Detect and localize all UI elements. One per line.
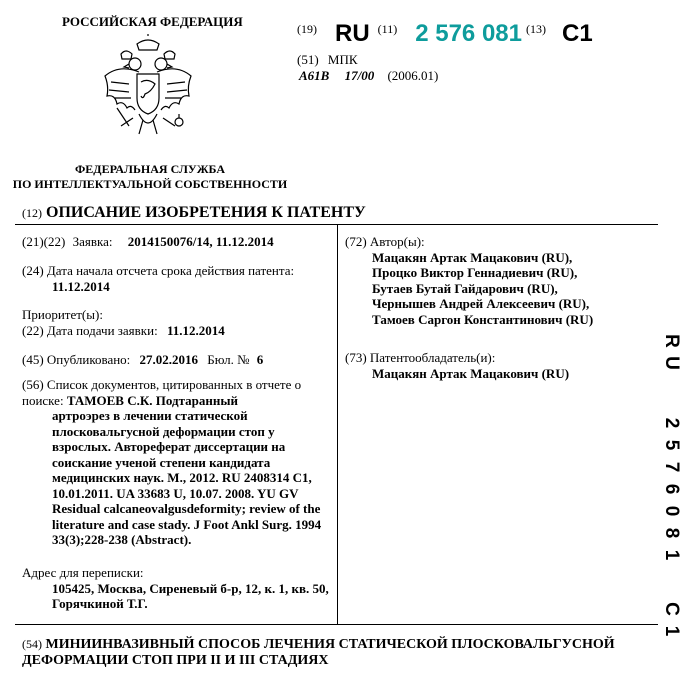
address-line: Горячкиной Т.Г. xyxy=(52,596,148,611)
citation-line: плосковальгусной деформации стоп у xyxy=(52,423,275,439)
citation-line: literature and case stady. J Foot Ankl Surg. 1994 xyxy=(52,516,322,532)
authors-label: Автор(ы): xyxy=(369,234,425,249)
ipc-group: 17/00 xyxy=(344,68,375,83)
code-51: (51) xyxy=(297,52,319,67)
code-45: (45) xyxy=(22,352,44,367)
code-56: (56) xyxy=(22,377,44,392)
side-code-char: 2 xyxy=(661,417,682,429)
code-24: (24) xyxy=(22,263,44,278)
citation-line: медицинских наук. М., 2012. RU 2408314 C1, xyxy=(52,470,312,485)
priority-label: Приоритет(ы): xyxy=(22,307,103,322)
title-text: ОПИСАНИЕ ИЗОБРЕТЕНИЯ К ПАТЕНТУ xyxy=(46,204,366,221)
ipc-classification xyxy=(297,52,438,84)
citation-line: взрослых. Автореферат диссертации на xyxy=(52,439,286,454)
patent-owner-item: Мацакян Артак Мацакович (RU) xyxy=(372,365,570,381)
author-item: Мацакян Артак Мацакович (RU), xyxy=(372,249,573,265)
term-start-field xyxy=(22,263,332,294)
ipc-version: (2006.01) xyxy=(387,68,439,83)
bulletin-value: 6 xyxy=(256,352,264,367)
invention-title-line-1: МИНИИНВАЗИВНЫЙ СПОСОБ ЛЕЧЕНИЯ СТАТИЧЕСКОЙ ПЛОСКОВАЛЬГУСНОЙ xyxy=(45,637,615,652)
citation-line: 10.01.2011. UA 33683 U, 10.07. 2008. YU GV xyxy=(52,485,299,501)
correspondence-address xyxy=(22,565,332,612)
country-code: RU xyxy=(335,20,370,47)
author-item: Тамоев Саргон Константинович (RU) xyxy=(372,311,594,327)
authors-field xyxy=(345,234,593,327)
code-11: (11) xyxy=(377,22,398,36)
published-value: 27.02.2016 xyxy=(139,352,199,367)
kind-code: C1 xyxy=(562,20,593,47)
application-label: Заявка: xyxy=(72,234,113,249)
invention-title xyxy=(22,636,652,669)
side-code-char: R xyxy=(661,334,682,348)
divider-vertical xyxy=(337,224,338,624)
patent-owner-label: Патентообладатель(и): xyxy=(369,350,496,365)
citation-line: 33(3);228-238 (Abstract). xyxy=(52,532,192,547)
side-code-char: 8 xyxy=(661,527,682,539)
side-code-char: U xyxy=(661,356,682,370)
code-54: (54) xyxy=(22,637,42,651)
side-code-char: 1 xyxy=(661,549,682,561)
term-start-label: Дата начала отсчета срока действия патента: xyxy=(46,263,295,278)
author-item: Процко Виктор Геннадиевич (RU), xyxy=(372,265,578,280)
code-13: (13) xyxy=(526,22,546,36)
cited-documents-label: Список документов, цитированных в отчете о поиске: xyxy=(22,377,302,408)
code-12: (12) xyxy=(22,206,42,220)
patent-number: 2 576 081 xyxy=(415,20,522,47)
priority-field xyxy=(22,307,225,338)
address-label: Адрес для переписки: xyxy=(22,565,144,580)
code-22: (22) xyxy=(22,322,44,338)
agency-line-1: ФЕДЕРАЛЬНАЯ СЛУЖБА xyxy=(75,162,225,176)
published-label: Опубликовано: xyxy=(46,352,131,367)
coat-of-arms-emblem xyxy=(99,34,197,152)
divider-bottom xyxy=(15,624,658,625)
code-19: (19) xyxy=(297,22,317,36)
author-item: Бутаев Бутай Гайдарович (RU), xyxy=(372,280,558,296)
side-code-char: 6 xyxy=(661,483,682,495)
code-72: (72) xyxy=(345,234,367,249)
term-start-value: 11.12.2014 xyxy=(52,278,110,294)
citation-line: Residual calcaneovalgusdeformity; review of the xyxy=(52,501,321,516)
code-21-22: (21)(22) xyxy=(22,234,66,249)
side-code-char: 0 xyxy=(661,505,682,517)
citation-line: артроэрез в лечении статической xyxy=(52,408,248,423)
side-code-char: 5 xyxy=(661,439,682,451)
agency-line-2: ПО ИНТЕЛЛЕКТУАЛЬНОЙ СОБСТВЕННОСТИ xyxy=(12,177,288,191)
patent-owner-field xyxy=(345,350,569,381)
cited-documents-first: ТАМОЕВ С.К. Подтаранный xyxy=(66,392,238,408)
side-code-char: 7 xyxy=(661,461,682,473)
publication-number xyxy=(297,20,593,52)
side-code-char: C xyxy=(661,602,682,616)
country-name: РОССИЙСКАЯ ФЕДЕРАЦИЯ xyxy=(62,14,243,29)
cited-documents-field xyxy=(22,377,332,548)
application-field xyxy=(22,234,274,250)
side-code-char: 1 xyxy=(661,625,682,637)
code-73: (73) xyxy=(345,350,367,365)
filing-date-label: Дата подачи заявки: xyxy=(46,322,158,338)
application-value: 2014150076/14, 11.12.2014 xyxy=(127,234,274,249)
invention-title-line-2: ДЕФОРМАЦИИ СТОП ПРИ II И III СТАДИЯХ xyxy=(22,653,329,668)
filing-date-value: 11.12.2014 xyxy=(166,322,225,338)
address-line: 105425, Москва, Сиреневый б-р, 12, к. 1, кв. 50, xyxy=(52,580,329,596)
bulletin-label: Бюл. № xyxy=(207,352,250,367)
document-title xyxy=(22,204,366,222)
agency-name xyxy=(0,162,300,192)
published-field xyxy=(22,352,263,368)
author-item: Чернышев Андрей Алексеевич (RU), xyxy=(372,296,590,311)
citation-line: соискание ученой степени кандидата xyxy=(52,454,271,470)
ipc-class: A61B xyxy=(299,68,330,83)
mpk-label: МПК xyxy=(327,52,358,67)
